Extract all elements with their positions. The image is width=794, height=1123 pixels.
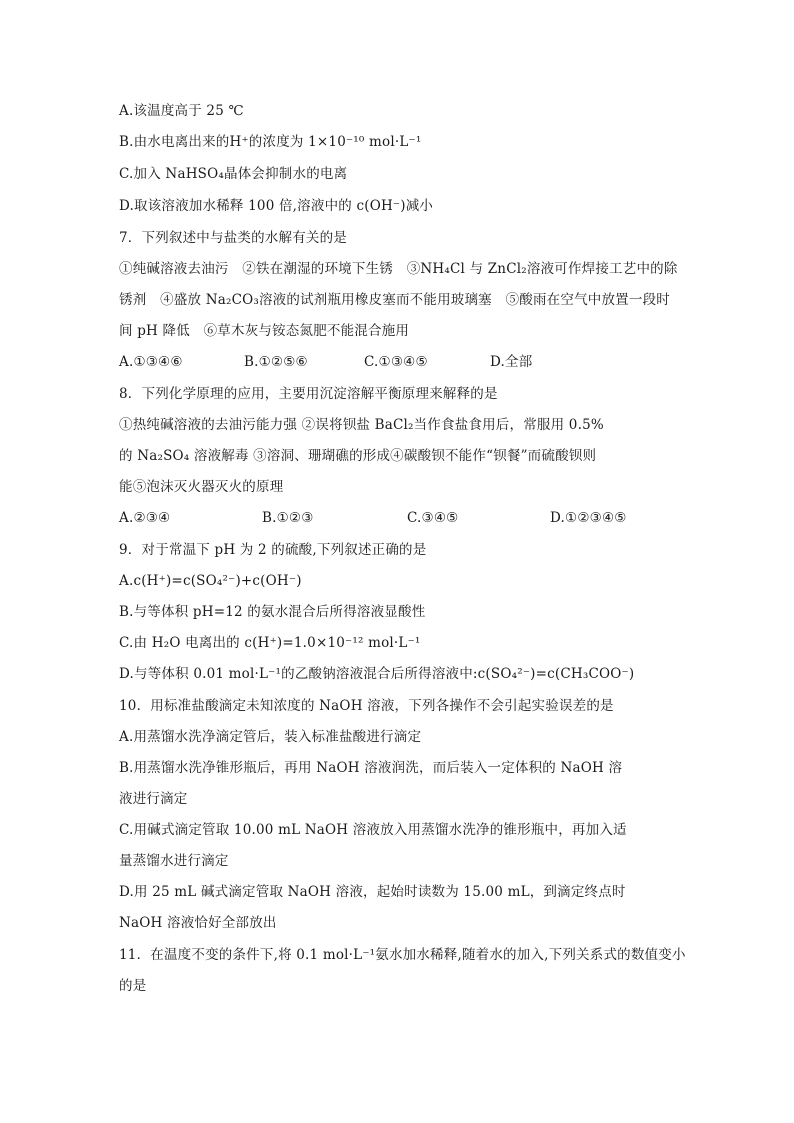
q10-option-a: A.用蒸馏水洗净滴定管后，装入标准盐酸进行滴定 bbox=[119, 729, 422, 745]
q7-statement-line: 锈剂 ④盛放 Na₂CO₃溶液的试剂瓶用橡皮塞而不能用玻璃塞 ⑤酸雨在空气中放置一段时 bbox=[119, 292, 670, 308]
q10-option-d: D.用 25 mL 碱式滴定管取 NaOH 溶液，起始时读数为 15.00 mL，到滴定终点时 bbox=[119, 884, 626, 900]
q10-option-b: B.用蒸馏水洗净锥形瓶后，再用 NaOH 溶液润洗，而后装入一定体积的 NaOH 溶 bbox=[119, 760, 623, 776]
q8-statement-line: 能⑤泡沫灭火器灭火的原理 bbox=[119, 479, 284, 495]
q10-option-c-cont: 量蒸馏水进行滴定 bbox=[119, 853, 229, 869]
q10-option-d-cont: NaOH 溶液恰好全部放出 bbox=[119, 915, 277, 931]
q8-option-a: A.②③④ bbox=[119, 510, 171, 526]
q8-option-b: B.①②③ bbox=[262, 510, 314, 526]
q10-option-c: C.用碱式滴定管取 10.00 mL NaOH 溶液放入用蒸馏水洗净的锥形瓶中，再加入适 bbox=[119, 822, 627, 838]
q6-option-b: B.由水电离出来的H⁺的浓度为 1×10⁻¹⁰ mol·L⁻¹ bbox=[119, 134, 422, 150]
q9-option-b: B.与等体积 pH=12 的氨水混合后所得溶液显酸性 bbox=[119, 604, 426, 620]
q10-stem: 10．用标准盐酸滴定未知浓度的 NaOH 溶液，下列各操作不会引起实验误差的是 bbox=[119, 698, 614, 714]
q9-option-c: C.由 H₂O 电离出的 c(H⁺)=1.0×10⁻¹² mol·L⁻¹ bbox=[119, 635, 421, 651]
q8-options bbox=[119, 508, 719, 528]
q7-option-c: C.①③④⑤ bbox=[364, 354, 428, 370]
q7-option-a: A.①③④⑥ bbox=[119, 354, 183, 370]
q11-stem-cont: 的是 bbox=[119, 978, 147, 994]
q8-stem: 8．下列化学原理的应用，主要用沉淀溶解平衡原理来解释的是 bbox=[119, 386, 498, 402]
q8-statement-line: 的 Na₂SO₄ 溶液解毒 ③溶洞、珊瑚礁的形成④碳酸钡不能作“钡餐”而硫酸钡则 bbox=[119, 448, 597, 464]
q9-option-a: A.c(H⁺)=c(SO₄²⁻)+c(OH⁻) bbox=[119, 573, 302, 589]
q6-option-a: A.该温度高于 25 ℃ bbox=[119, 103, 244, 119]
q6-option-d: D.取该溶液加水稀释 100 倍,溶液中的 c(OH⁻)减小 bbox=[119, 198, 434, 214]
q8-option-d: D.①②③④⑤ bbox=[550, 510, 627, 526]
q11-stem: 11．在温度不变的条件下,将 0.1 mol·L⁻¹氨水加水稀释,随着水的加入,下列关系式的数值变小 bbox=[119, 947, 686, 963]
q8-option-c: C.③④⑤ bbox=[407, 510, 459, 526]
q7-stem: 7．下列叙述中与盐类的水解有关的是 bbox=[119, 230, 347, 246]
q8-statement-line: ①热纯碱溶液的去油污能力强 ②误将钡盐 BaCl₂当作食盐食用后，常服用 0.5% bbox=[119, 417, 604, 433]
q7-option-b: B.①②⑤⑥ bbox=[244, 354, 308, 370]
q10-option-b-cont: 液进行滴定 bbox=[119, 791, 188, 807]
q9-stem: 9．对于常温下 pH 为 2 的硫酸,下列叙述正确的是 bbox=[119, 542, 427, 558]
q7-options bbox=[119, 352, 719, 372]
q6-option-c: C.加入 NaHSO₄晶体会抑制水的电离 bbox=[119, 166, 348, 182]
q7-statement-line: 间 pH 降低 ⑥草木灰与铵态氮肥不能混合施用 bbox=[119, 323, 410, 339]
q9-option-d: D.与等体积 0.01 mol·L⁻¹的乙酸钠溶液混合后所得溶液中:c(SO₄²⁻)=c(CH₃COO⁻) bbox=[119, 666, 635, 682]
q7-statement-line: ①纯碱溶液去油污 ②铁在潮湿的环境下生锈 ③NH₄Cl 与 ZnCl₂溶液可作焊接工艺中的除 bbox=[119, 261, 678, 277]
q7-option-d: D.全部 bbox=[490, 354, 533, 370]
